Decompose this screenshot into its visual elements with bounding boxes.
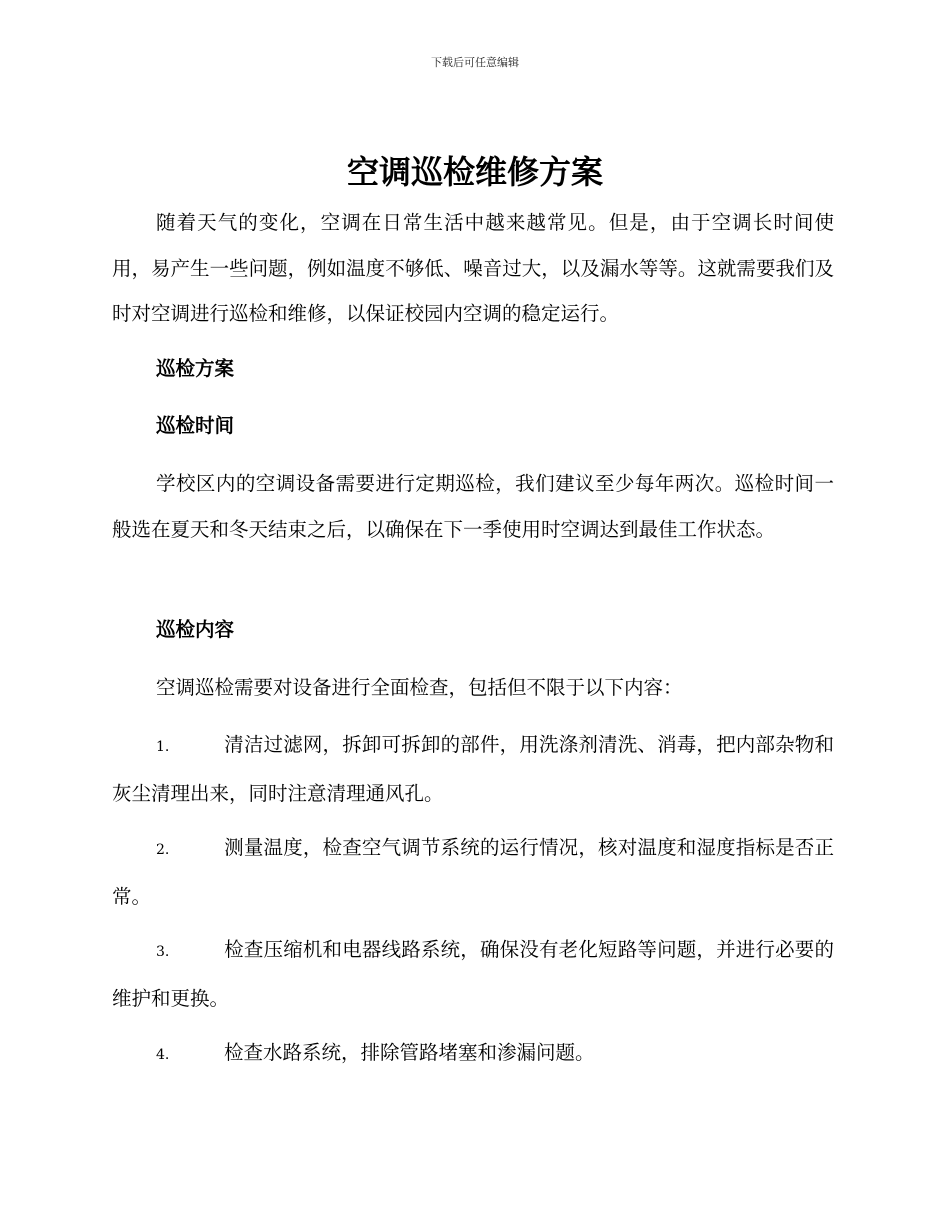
list-item: [112, 825, 834, 919]
time-paragraph: 学校区内的空调设备需要进行定期巡检，我们建议至少每年两次。巡检时间一般选在夏天和冬天结束之后，以确保在下一季使用时空调达到最佳工作状态。: [112, 472, 834, 541]
intro-paragraph: 随着天气的变化，空调在日常生活中越来越常见。但是，由于空调长时间使用，易产生一些问题，例如温度不够低、噪音过大，以及漏水等等。这就需要我们及时对空调进行巡检和维修，以保证校园内空调的稳定运行。: [112, 211, 834, 325]
page-header-note: 下载后可任意编辑: [431, 56, 519, 69]
list-item-number: 3.: [156, 944, 170, 960]
document-title: 空调巡检维修方案: [346, 153, 603, 191]
list-item-number: 1.: [156, 739, 170, 755]
content-intro-paragraph: 空调巡检需要对设备进行全面检查，包括但不限于以下内容：: [156, 676, 683, 699]
list-item: [112, 722, 834, 816]
section-heading-content: 巡检内容: [156, 618, 235, 641]
list-item-number: 2.: [156, 842, 170, 858]
list-item-text: 检查水路系统，排除管路堵塞和渗漏问题。: [224, 1041, 595, 1064]
section-heading-time: 巡检时间: [156, 414, 235, 437]
list-item-text: 测量温度，检查空气调节系统的运行情况，核对温度和湿度指标是否正常。: [112, 836, 834, 908]
list-item: [112, 927, 834, 1021]
section-heading-plan: 巡检方案: [156, 357, 235, 380]
list-item-text: 清洁过滤网，拆卸可拆卸的部件，用洗涤剂清洗、消毒，把内部杂物和灰尘清理出来，同时注意清理通风孔。: [112, 733, 834, 805]
list-item: [112, 1030, 834, 1079]
list-item-text: 检查压缩机和电器线路系统，确保没有老化短路等问题，并进行必要的维护和更换。: [112, 938, 834, 1010]
list-item-number: 4.: [156, 1047, 170, 1063]
